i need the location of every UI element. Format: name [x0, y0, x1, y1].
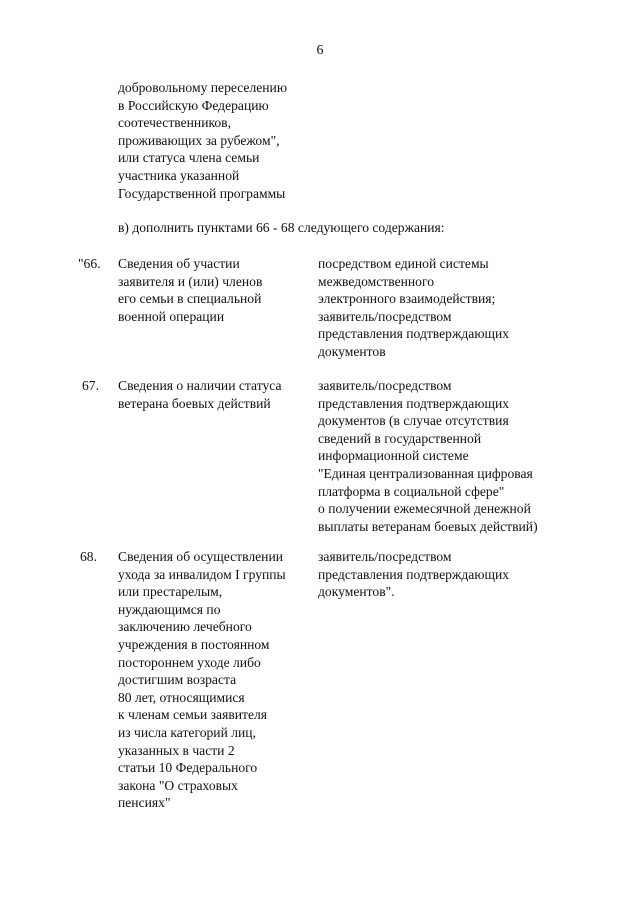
text-line: Государственной программы	[118, 185, 286, 201]
text-line: соотечественников,	[118, 115, 231, 131]
text-line: или статуса члена семьи	[118, 150, 260, 166]
text-line: заявитель/посредством	[318, 308, 452, 324]
text-line: 80 лет, относящимися	[118, 689, 245, 705]
text-line: добровольному переселению	[118, 80, 287, 95]
text-line: представления подтверждающих	[318, 395, 510, 411]
text-line: Сведения о наличии статуса	[118, 378, 282, 393]
text-line: проживающих за рубежом",	[118, 132, 280, 148]
row-description	[118, 255, 308, 325]
text-line: в Российскую Федерацию	[118, 97, 269, 113]
text-line: межведомственного	[318, 273, 435, 289]
text-line: достигшим возраста	[118, 672, 237, 688]
text-line: платформа в социальной сфере"	[318, 483, 505, 499]
continuation-text	[118, 79, 318, 202]
row-source	[318, 377, 578, 535]
text-line: Сведения об осуществлении	[118, 549, 284, 564]
row-source	[318, 255, 578, 361]
text-line: электронного взаимодействия;	[318, 291, 496, 307]
text-line: выплаты ветеранам боевых действий)	[318, 518, 538, 534]
text-line: или престарелым,	[118, 584, 223, 600]
intro-paragraph: в) дополнить пунктами 66 - 68 следующего содержания:	[118, 220, 445, 235]
row-description	[118, 377, 308, 412]
text-line: посредством единой системы	[318, 256, 489, 271]
text-line: заключению лечебного	[118, 619, 252, 635]
text-line: документов".	[318, 584, 395, 600]
text-line: заявителя и (или) членов	[118, 273, 263, 289]
row-number: 68.	[80, 549, 97, 564]
text-line: нуждающимся по	[118, 601, 221, 617]
text-line: ветерана боевых действий	[118, 395, 271, 411]
text-line: представления подтверждающих	[318, 566, 510, 582]
text-line: закона "О страховых	[118, 777, 238, 793]
text-line: "Единая централизованная цифровая	[318, 465, 533, 481]
text-line: документов (в случае отсутствия	[318, 413, 509, 429]
text-line: заявитель/посредством	[318, 378, 452, 393]
text-line: участника указанной	[118, 167, 240, 183]
text-line: заявитель/посредством	[318, 549, 452, 564]
text-line: к членам семьи заявителя	[118, 707, 268, 723]
text-line: указанных в части 2	[118, 742, 235, 758]
row-source	[318, 548, 578, 601]
page-number: 6	[316, 43, 324, 58]
text-line: информационной системе	[318, 448, 469, 464]
text-line: Сведения об участии	[118, 256, 240, 271]
text-line: ухода за инвалидом I группы	[118, 566, 286, 582]
row-number: 67.	[82, 378, 99, 393]
text-line: его семьи в специальной	[118, 291, 262, 307]
text-line: учреждения в постоянном	[118, 636, 270, 652]
text-line: статьи 10 Федерального	[118, 760, 258, 776]
text-line: представления подтверждающих	[318, 326, 510, 342]
text-line: военной операции	[118, 308, 225, 324]
text-line: постороннем уходе либо	[118, 654, 261, 670]
text-line: пенсиях"	[118, 795, 171, 811]
row-number: "66.	[78, 256, 101, 271]
text-line: из числа категорий лиц,	[118, 724, 256, 740]
text-line: о получении ежемесячной денежной	[318, 501, 531, 517]
row-description	[118, 548, 308, 812]
text-line: документов	[318, 343, 386, 359]
text-line: сведений в государственной	[318, 430, 482, 446]
